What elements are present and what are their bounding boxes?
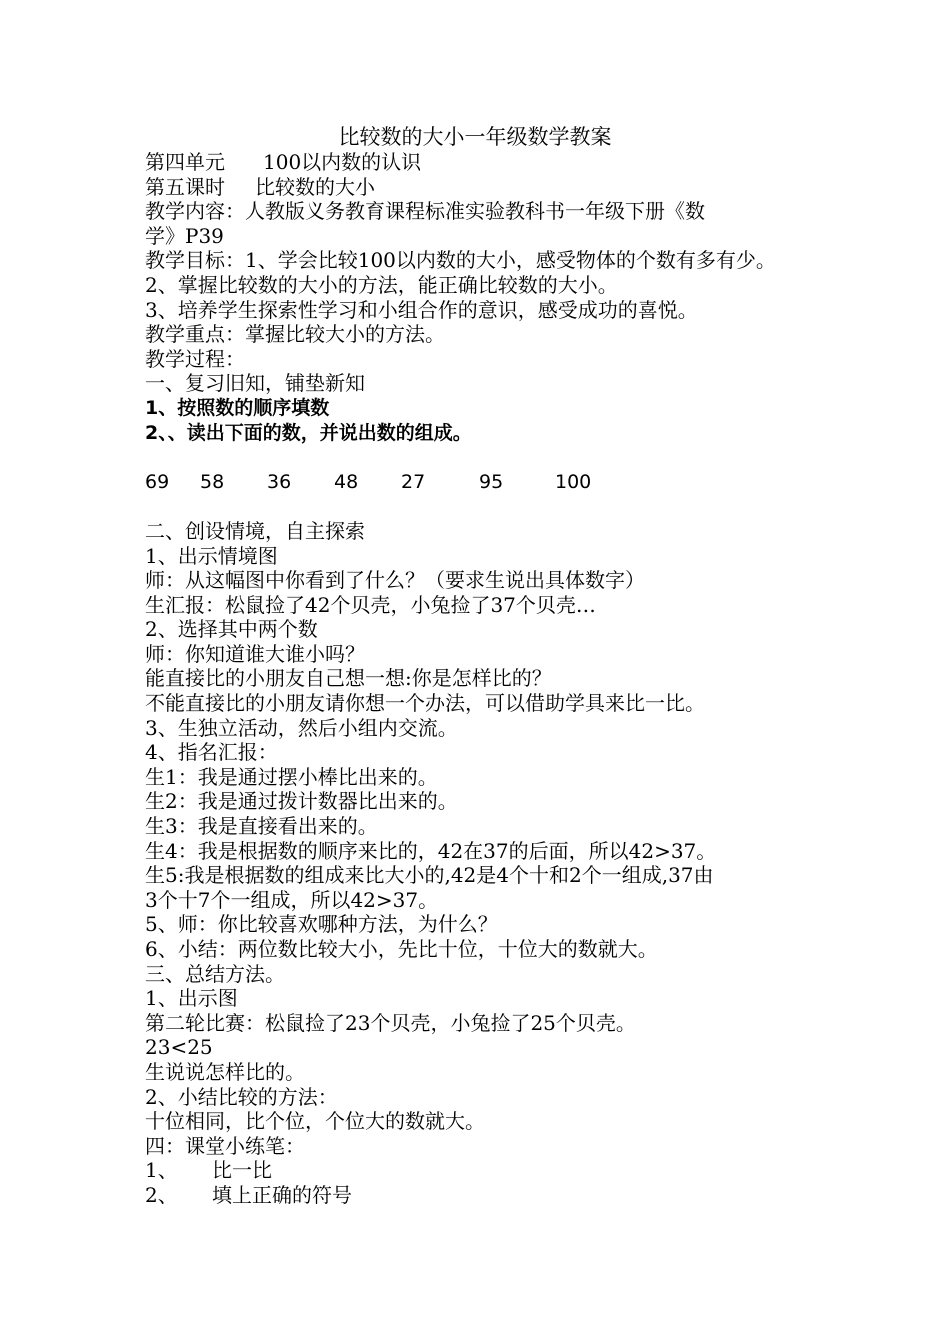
number-item: 58	[200, 470, 225, 493]
practice-text: 填上正确的符号	[212, 1182, 352, 1207]
text-line: 生1：我是通过摆小棒比出来的。	[145, 764, 438, 789]
text-line: 师：你知道谁大谁小吗？	[145, 641, 365, 666]
number-item: 36	[267, 470, 292, 493]
text-line: 第二轮比赛：松鼠捡了23个贝壳，小兔捡了25个贝壳。	[145, 1010, 636, 1035]
blank-line	[145, 445, 845, 470]
text-line: 4、指名汇报：	[145, 740, 278, 765]
text-line: 三、总结方法。	[145, 961, 285, 986]
lesson-label: 第五课时	[145, 174, 225, 199]
text-line: 二、创设情境，自主探索	[145, 518, 365, 543]
number-row	[145, 470, 845, 495]
unit-name: 100以内数的认识	[263, 150, 422, 174]
practice-number: 1、	[145, 1158, 178, 1183]
number-item: 27	[401, 470, 426, 493]
key-point-line: 教学重点：掌握比较大小的方法。	[145, 322, 445, 347]
unit-label: 第四单元	[145, 150, 225, 174]
document-body	[145, 150, 845, 1208]
document-title: 比较数的大小一年级数学教案	[338, 125, 612, 149]
text-line: 生4：我是根据数的顺序来比的，42在37的后面，所以42>37。	[145, 838, 717, 863]
content-line-1: 教学内容：人教版义务教育课程标准实验教科书一年级下册《数	[145, 199, 705, 224]
text-line: 十位相同，比个位，个位大的数就大。	[145, 1109, 485, 1134]
text-line: 23<25	[145, 1035, 213, 1060]
content-line-2: 学》P39	[145, 223, 224, 248]
text-line: 3个十7个一组成，所以42>37。	[145, 887, 439, 912]
text-line: 2、选择其中两个数	[145, 617, 318, 642]
practice-number: 2、	[145, 1182, 178, 1207]
practice-item	[145, 1158, 845, 1183]
lesson-name: 比较数的大小	[255, 174, 375, 199]
review-item-1: 1、按照数的顺序填数	[145, 396, 330, 419]
text-line: 1、出示情境图	[145, 543, 278, 568]
number-item: 48	[334, 470, 359, 493]
text-line: 能直接比的小朋友自己想一想:你是怎样比的？	[145, 666, 552, 691]
text-line: 师：从这幅图中你看到了什么？（要求生说出具体数字）	[145, 568, 645, 593]
lesson-lines	[145, 519, 845, 1158]
process-heading: 教学过程：	[145, 346, 245, 371]
review-item-2: 2、、读出下面的数，并说出数的组成。	[145, 421, 472, 444]
text-line: 6、小结：两位数比较大小，先比十位，十位大的数就大。	[145, 937, 658, 961]
text-line: 生3：我是直接看出来的。	[145, 814, 378, 839]
text-line: 生5:我是根据数的组成来比大小的,42是4个十和2个一组成,37由	[145, 863, 714, 888]
text-line: 3、生独立活动，然后小组内交流。	[145, 715, 458, 740]
text-line: 生汇报：松鼠捡了42个贝壳，小兔捡了37个贝壳…	[145, 592, 596, 617]
number-item: 100	[555, 470, 592, 493]
section-heading: 一、复习旧知，铺垫新知	[145, 371, 365, 396]
number-item: 69	[145, 470, 170, 493]
goal-line-3: 3、培养学生探索性学习和小组合作的意识，感受成功的喜悦。	[145, 297, 698, 322]
goal-line-2: 2、掌握比较数的大小的方法，能正确比较数的大小。	[145, 272, 618, 297]
practice-text: 比一比	[212, 1158, 272, 1183]
goal-line-1: 教学目标：1、学会比较100以内数的大小，感受物体的个数有多有少。	[145, 248, 776, 273]
text-line: 不能直接比的小朋友请你想一个办法，可以借助学具来比一比。	[145, 691, 705, 716]
unit-line	[145, 150, 845, 175]
text-line: 5、师：你比较喜欢哪种方法，为什么？	[145, 912, 498, 937]
blank-line	[145, 494, 845, 519]
text-line: 生说说怎样比的。	[145, 1059, 305, 1084]
text-line: 1、出示图	[145, 986, 238, 1011]
text-line: 四：课堂小练笔：	[145, 1133, 305, 1158]
practice-item	[145, 1183, 845, 1208]
text-line: 生2：我是通过拨计数器比出来的。	[145, 789, 458, 814]
text-line: 2、小结比较的方法：	[145, 1084, 338, 1109]
lesson-line	[145, 175, 845, 200]
number-item: 95	[479, 470, 504, 493]
